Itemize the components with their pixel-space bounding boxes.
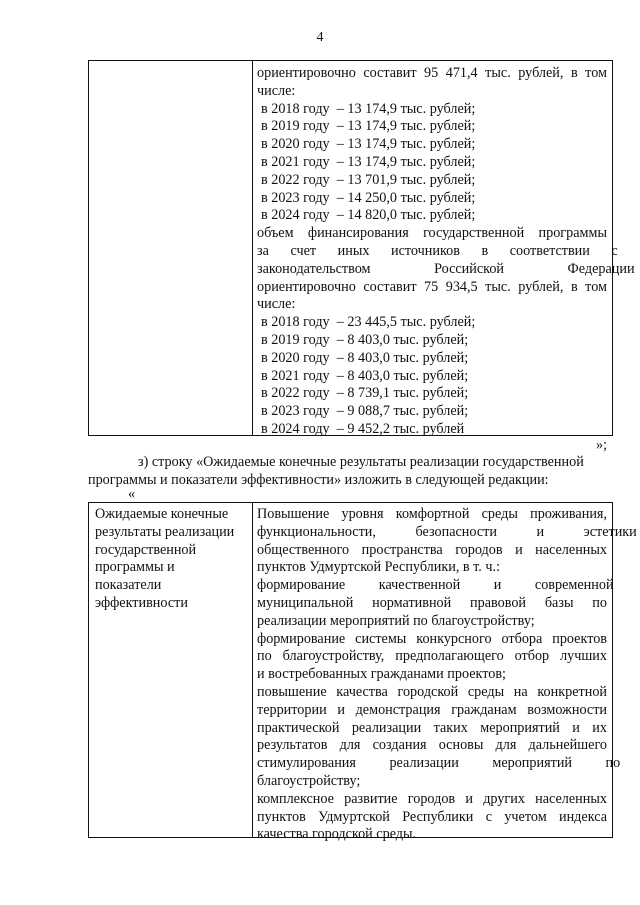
column-divider (252, 61, 253, 435)
year-amount: в 2022 году – 13 701,9 тыс. рублей; (261, 171, 476, 188)
column-divider (252, 503, 253, 837)
opening-quote: « (128, 486, 136, 502)
text-line: эффективности (95, 594, 188, 611)
year-amount: в 2023 году – 9 088,7 тыс. рублей; (261, 403, 469, 420)
text-line: государственной (95, 541, 197, 558)
year-amount: в 2024 году – 9 452,2 тыс. рублей (261, 420, 465, 437)
text-line: программы и (95, 559, 175, 576)
text-line: числе: (257, 82, 296, 99)
funding-cell (257, 65, 635, 439)
year-amount: в 2020 году – 8 403,0 тыс. рублей; (261, 349, 469, 366)
text-line: результатов для создания основы для дальнейшего (257, 737, 607, 754)
year-amount: в 2019 году – 13 174,9 тыс. рублей; (261, 118, 476, 135)
year-amount: в 2024 году – 14 820,0 тыс. рублей; (261, 207, 476, 224)
text-line: повышение качества городской среды на конкретной (257, 683, 607, 700)
text-line: территории и демонстрация гражданам возможности (257, 701, 607, 718)
funding-table (88, 60, 635, 437)
text-line: реализации мероприятий по благоустройству; (257, 612, 535, 629)
text-line: Повышение уровня комфортной среды проживания, (257, 506, 607, 522)
text-line: и востребованных гражданами проектов; (257, 666, 506, 683)
text-line: пунктов Удмуртской Республики, в т. ч.: (257, 559, 501, 576)
text-line: формирование качественной и современной (257, 577, 614, 594)
text-line: числе: (257, 296, 296, 313)
text-line: результаты реализации (95, 523, 235, 540)
text-line: показатели (95, 577, 162, 594)
text-line: функциональности, безопасности и эстетики (257, 523, 637, 540)
text-line: пунктов Удмуртской Республики с учетом индекса (257, 808, 607, 825)
text-line: законодательством Российской Федерации (257, 260, 635, 277)
text-line: объем финансирования государственной программы (257, 225, 607, 242)
results-table (88, 502, 637, 843)
year-amount: в 2022 году – 8 739,1 тыс. рублей; (261, 385, 469, 402)
text-line: формирование системы конкурсного отбора проектов (257, 630, 607, 647)
year-amount: в 2021 году – 8 403,0 тыс. рублей; (261, 367, 469, 384)
year-amount: в 2023 году – 14 250,0 тыс. рублей; (261, 189, 476, 206)
text-line: по благоустройству, предполагающего отбор лучших (257, 648, 607, 665)
instruction-line-2: программы и показатели эффективности» изложить в следующей редакции: (88, 472, 549, 488)
text-line: стимулирования реализации мероприятий по (257, 755, 621, 772)
text-line: ориентировочно составит 95 471,4 тыс. рублей, в том (257, 65, 607, 81)
text-line: общественного пространства городов и населенных (257, 541, 607, 558)
year-amount: в 2020 году – 13 174,9 тыс. рублей; (261, 136, 476, 153)
year-amount: в 2018 году – 13 174,9 тыс. рублей; (261, 100, 476, 117)
closing-quote: »; (596, 437, 608, 453)
text-line: муниципальной нормативной правовой базы по (257, 594, 607, 611)
text-line: благоустройству; (257, 772, 361, 789)
results-label-cell (95, 506, 249, 613)
text-line: ориентировочно составит 75 934,5 тыс. рублей, в том (257, 278, 607, 295)
text-line: практической реализации таких мероприятий и их (257, 719, 607, 736)
text-line: качества городской среды. (257, 826, 417, 843)
instruction-line-1: з) строку «Ожидаемые конечные результаты реализации государственной (138, 454, 584, 470)
year-amount: в 2021 году – 13 174,9 тыс. рублей; (261, 153, 476, 170)
text-line: Ожидаемые конечные (95, 506, 229, 522)
year-amount: в 2019 году – 8 403,0 тыс. рублей; (261, 331, 469, 348)
results-value-cell (257, 506, 637, 844)
year-amount: в 2018 году – 23 445,5 тыс. рублей; (261, 314, 476, 331)
text-line: за счет иных источников в соответствии с (257, 242, 618, 259)
page-number: 4 (316, 30, 324, 45)
text-line: комплексное развитие городов и других населенных (257, 790, 607, 807)
